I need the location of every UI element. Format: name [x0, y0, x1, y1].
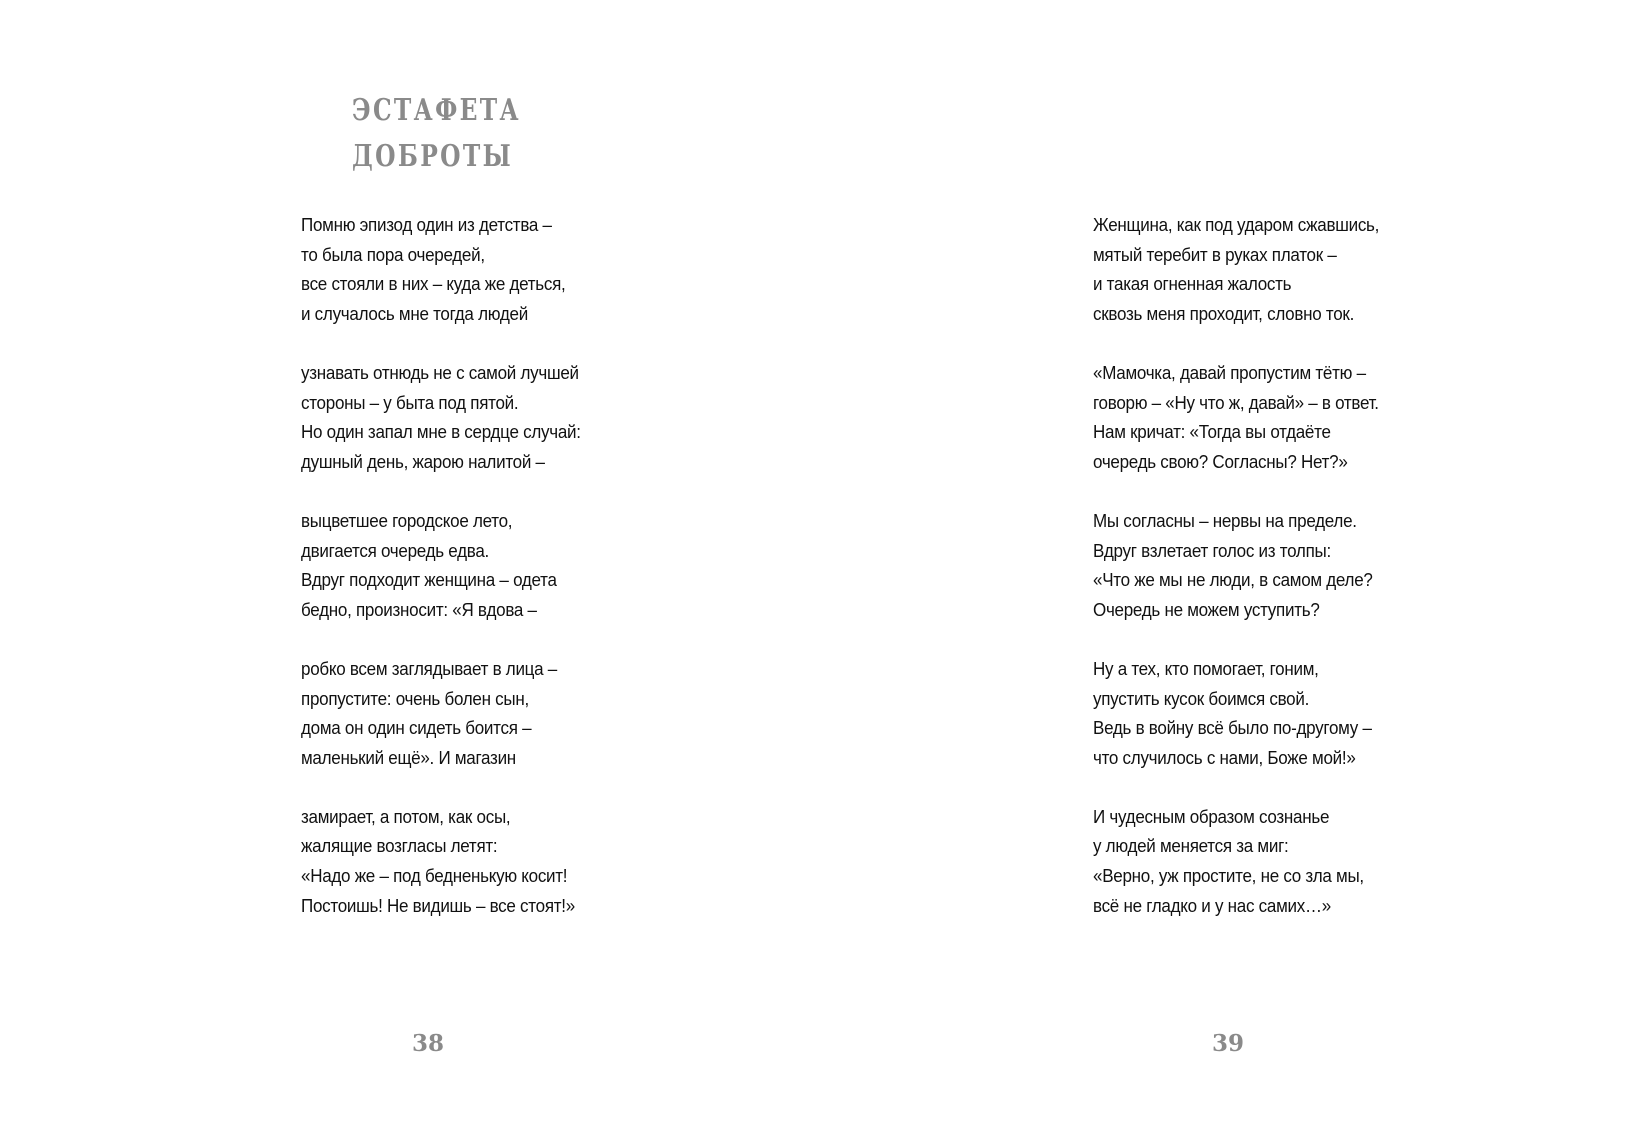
verse-line: душный день, жарою налитой – — [301, 450, 545, 472]
verse-line: дома он один сидеть боится – — [301, 717, 532, 739]
verse-line: И чудесным образом сознанье — [1093, 805, 1330, 827]
verse-line: стороны – у быта под пятой. — [301, 391, 519, 413]
verse-line: бедно, произносит: «Я вдова – — [301, 598, 537, 620]
verse-line: «Верно, уж простите, не со зла мы, — [1093, 865, 1364, 887]
verse-line: Ну а тех, кто помогает, гоним, — [1093, 657, 1319, 679]
verse-line: всё не гладко и у нас самих…» — [1093, 894, 1331, 916]
poem-title-line-1: ЭСТАФЕТА — [352, 93, 521, 128]
stanza — [301, 802, 581, 920]
verse-line: Вдруг взлетает голос из толпы: — [1093, 539, 1331, 561]
right-page — [822, 0, 1644, 1134]
verse-line: очередь свою? Согласны? Нет?» — [1093, 450, 1348, 472]
verse-line: узнавать отнюдь не с самой лучшей — [301, 361, 579, 383]
verse-line: «Что же мы не люди, в самом деле? — [1093, 569, 1373, 591]
stanza — [1093, 802, 1379, 920]
stanza — [301, 358, 581, 476]
verse-line: то была пора очередей, — [301, 243, 485, 265]
stanza — [1093, 358, 1379, 476]
verse-line: Помню эпизод один из детства – — [301, 214, 552, 235]
verse-line: упустить кусок боимся свой. — [1093, 687, 1310, 709]
verse-line: двигается очередь едва. — [301, 539, 489, 561]
verse-line: Ведь в войну всё было по-другому – — [1093, 717, 1372, 739]
stanza — [301, 506, 581, 624]
verse-line: Женщина, как под ударом сжавшись, — [1093, 214, 1380, 235]
stanza — [301, 654, 581, 772]
verse-line: «Мамочка, давай пропустим тётю – — [1093, 361, 1366, 383]
verse-line: жалящие возгласы летят: — [301, 835, 498, 857]
verse-line: сквозь меня проходит, словно ток. — [1093, 302, 1355, 324]
verse-line: выцветшее городское лето, — [301, 509, 513, 531]
verse-line: пропустите: очень болен сын, — [301, 687, 529, 709]
verse-line: и случалось мне тогда людей — [301, 302, 528, 324]
verse-line: и такая огненная жалость — [1093, 273, 1292, 295]
verse-line: Постоишь! Не видишь – все стоят!» — [301, 894, 575, 916]
verse-line: у людей меняется за миг: — [1093, 835, 1289, 857]
verse-line: замирает, а потом, как осы, — [301, 805, 511, 827]
verse-line: что случилось с нами, Боже мой!» — [1093, 746, 1356, 768]
verse-line: маленький ещё». И магазин — [301, 746, 516, 768]
stanza — [301, 210, 581, 328]
verse-line: «Надо же – под бедненькую косит! — [301, 865, 568, 887]
verse-line: Вдруг подходит женщина – одета — [301, 569, 557, 591]
poem-text-right — [1093, 210, 1379, 950]
verse-line: робко всем заглядывает в лица – — [301, 657, 557, 679]
verse-line: говорю – «Ну что ж, давай» – в ответ. — [1093, 391, 1379, 413]
verse-line: Нам кричат: «Тогда вы отдаёте — [1093, 421, 1331, 443]
verse-line: все стояли в них – куда же деться, — [301, 273, 566, 295]
page-number-right: 39 — [1212, 1030, 1245, 1057]
verse-line: Но один запал мне в сердце случай: — [301, 421, 581, 443]
poem-title-line-2: ДОБРОТЫ — [352, 139, 514, 174]
poem-text-left — [301, 210, 581, 950]
stanza — [1093, 210, 1379, 328]
stanza — [1093, 654, 1379, 772]
stanza — [1093, 506, 1379, 624]
page-number-left: 38 — [412, 1030, 445, 1057]
verse-line: мятый теребит в руках платок – — [1093, 243, 1337, 265]
verse-line: Очередь не можем уступить? — [1093, 598, 1320, 620]
verse-line: Мы согласны – нервы на пределе. — [1093, 509, 1357, 531]
poem-title — [352, 88, 521, 180]
